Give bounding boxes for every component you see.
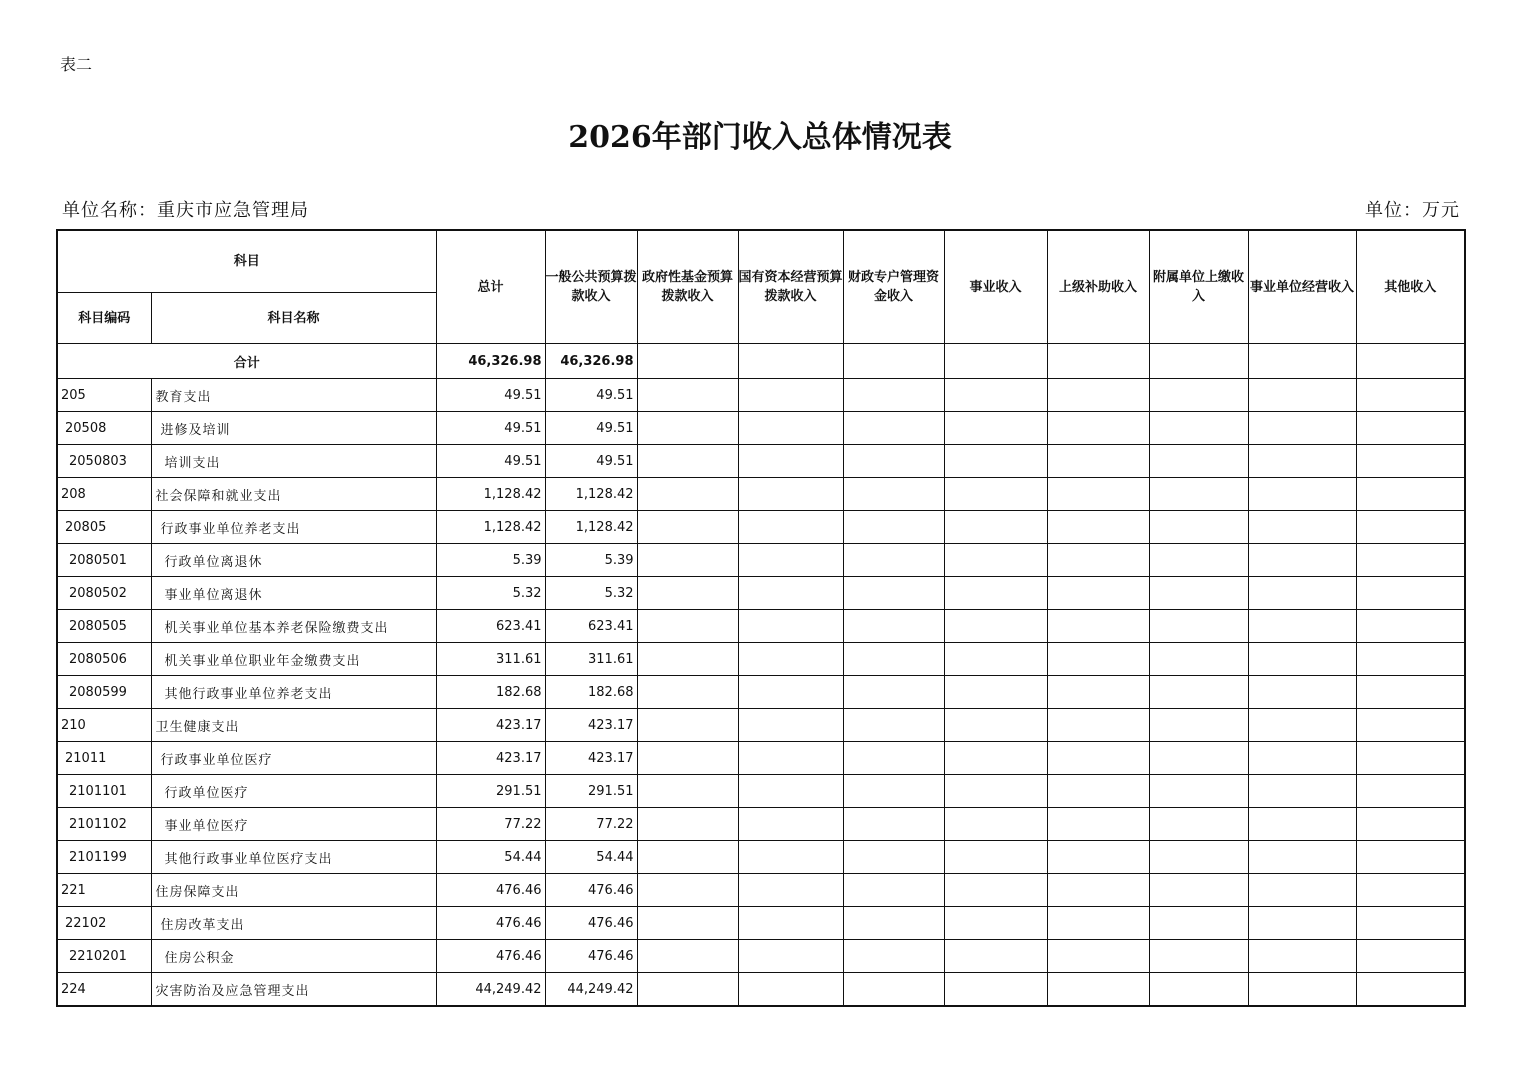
total-cell: 1,128.42	[436, 478, 545, 511]
empty-cell	[1149, 808, 1248, 841]
empty-cell	[1047, 511, 1149, 544]
table-row	[57, 544, 1465, 577]
empty-cell	[1356, 412, 1465, 445]
empty-cell	[1248, 808, 1356, 841]
header-gov-fund: 政府性基金预算拨款收入	[637, 230, 738, 344]
empty-cell	[944, 445, 1047, 478]
empty-cell	[1047, 907, 1149, 940]
table-row	[57, 577, 1465, 610]
empty-cell	[843, 445, 944, 478]
empty-cell	[637, 344, 738, 379]
empty-cell	[843, 874, 944, 907]
empty-cell	[1248, 676, 1356, 709]
empty-cell	[1149, 544, 1248, 577]
currency-unit-label: 单位：万元	[1365, 200, 1460, 221]
table-row	[57, 610, 1465, 643]
empty-cell	[843, 841, 944, 874]
empty-cell	[1047, 577, 1149, 610]
subject-name-cell: 其他行政事业单位养老支出	[151, 676, 436, 709]
empty-cell	[944, 379, 1047, 412]
empty-cell	[1356, 907, 1465, 940]
total-cell: 476.46	[436, 940, 545, 973]
subject-name-cell: 行政事业单位养老支出	[151, 511, 436, 544]
empty-cell	[1149, 841, 1248, 874]
subject-code-cell: 221	[57, 874, 151, 907]
empty-cell	[1356, 709, 1465, 742]
empty-cell	[843, 709, 944, 742]
empty-cell	[637, 511, 738, 544]
header-operating-income: 事业单位经营收入	[1248, 230, 1356, 344]
subject-name-cell: 事业单位医疗	[151, 808, 436, 841]
income-table	[56, 229, 1466, 1007]
subject-code-cell: 22102	[57, 907, 151, 940]
empty-cell	[1248, 709, 1356, 742]
empty-cell	[1248, 841, 1356, 874]
empty-cell	[944, 412, 1047, 445]
total-cell: 5.39	[436, 544, 545, 577]
empty-cell	[843, 907, 944, 940]
subject-name-cell: 住房保障支出	[151, 874, 436, 907]
empty-cell	[637, 973, 738, 1007]
empty-cell	[637, 742, 738, 775]
total-cell: 49.51	[436, 412, 545, 445]
subject-code-cell: 224	[57, 973, 151, 1007]
general-budget-cell: 54.44	[545, 841, 637, 874]
empty-cell	[944, 676, 1047, 709]
empty-cell	[738, 775, 843, 808]
empty-cell	[1149, 344, 1248, 379]
empty-cell	[1047, 643, 1149, 676]
empty-cell	[738, 412, 843, 445]
empty-cell	[1047, 841, 1149, 874]
total-cell: 311.61	[436, 643, 545, 676]
empty-cell	[637, 841, 738, 874]
empty-cell	[944, 907, 1047, 940]
empty-cell	[738, 907, 843, 940]
empty-cell	[1248, 643, 1356, 676]
table-row	[57, 676, 1465, 709]
header-subject: 科目	[57, 230, 436, 293]
total-label: 合计	[57, 344, 436, 379]
empty-cell	[738, 874, 843, 907]
subject-code-cell: 20508	[57, 412, 151, 445]
subject-code-cell: 210	[57, 709, 151, 742]
total-cell: 49.51	[436, 379, 545, 412]
total-cell-total: 46,326.98	[436, 344, 545, 379]
total-cell: 77.22	[436, 808, 545, 841]
empty-cell	[1047, 742, 1149, 775]
empty-cell	[1248, 610, 1356, 643]
empty-cell	[1248, 973, 1356, 1007]
empty-cell	[738, 610, 843, 643]
table-row	[57, 775, 1465, 808]
empty-cell	[944, 610, 1047, 643]
empty-cell	[738, 511, 843, 544]
empty-cell	[1149, 676, 1248, 709]
general-budget-cell: 423.17	[545, 742, 637, 775]
empty-cell	[1149, 940, 1248, 973]
subject-name-cell: 机关事业单位基本养老保险缴费支出	[151, 610, 436, 643]
empty-cell	[1356, 742, 1465, 775]
empty-cell	[1149, 742, 1248, 775]
empty-cell	[843, 544, 944, 577]
empty-cell	[1047, 709, 1149, 742]
total-cell: 49.51	[436, 445, 545, 478]
general-budget-cell: 44,249.42	[545, 973, 637, 1007]
general-budget-cell: 311.61	[545, 643, 637, 676]
subject-name-cell: 住房改革支出	[151, 907, 436, 940]
empty-cell	[637, 709, 738, 742]
empty-cell	[1356, 676, 1465, 709]
general-budget-cell: 423.17	[545, 709, 637, 742]
empty-cell	[843, 643, 944, 676]
empty-cell	[637, 478, 738, 511]
general-budget-cell: 49.51	[545, 445, 637, 478]
empty-cell	[1149, 874, 1248, 907]
total-cell: 44,249.42	[436, 973, 545, 1007]
empty-cell	[1149, 775, 1248, 808]
empty-cell	[1149, 412, 1248, 445]
subject-name-cell: 培训支出	[151, 445, 436, 478]
subject-code-cell: 20805	[57, 511, 151, 544]
empty-cell	[1149, 709, 1248, 742]
subject-code-cell: 2210201	[57, 940, 151, 973]
subject-code-cell: 2050803	[57, 445, 151, 478]
empty-cell	[1356, 610, 1465, 643]
empty-cell	[738, 478, 843, 511]
general-budget-cell: 476.46	[545, 874, 637, 907]
general-budget-cell: 77.22	[545, 808, 637, 841]
general-budget-cell: 182.68	[545, 676, 637, 709]
general-budget-cell: 476.46	[545, 940, 637, 973]
empty-cell	[944, 478, 1047, 511]
empty-cell	[637, 775, 738, 808]
header-other-income: 其他收入	[1356, 230, 1465, 344]
empty-cell	[1047, 775, 1149, 808]
empty-cell	[944, 709, 1047, 742]
empty-cell	[1248, 577, 1356, 610]
subject-name-cell: 住房公积金	[151, 940, 436, 973]
empty-cell	[1248, 775, 1356, 808]
empty-cell	[637, 676, 738, 709]
empty-cell	[843, 412, 944, 445]
subject-name-cell: 社会保障和就业支出	[151, 478, 436, 511]
empty-cell	[843, 379, 944, 412]
empty-cell	[1248, 478, 1356, 511]
empty-cell	[843, 511, 944, 544]
table-row	[57, 742, 1465, 775]
total-cell-general-budget: 46,326.98	[545, 344, 637, 379]
subject-code-cell: 205	[57, 379, 151, 412]
header-general-budget: 一般公共预算拨款收入	[545, 230, 637, 344]
empty-cell	[1047, 874, 1149, 907]
subject-name-cell: 行政单位医疗	[151, 775, 436, 808]
empty-cell	[1149, 478, 1248, 511]
empty-cell	[944, 775, 1047, 808]
empty-cell	[1356, 511, 1465, 544]
total-cell: 5.32	[436, 577, 545, 610]
total-cell: 54.44	[436, 841, 545, 874]
empty-cell	[944, 544, 1047, 577]
subject-name-cell: 其他行政事业单位医疗支出	[151, 841, 436, 874]
total-cell: 476.46	[436, 874, 545, 907]
header-superior-subsidy: 上级补助收入	[1047, 230, 1149, 344]
empty-cell	[637, 874, 738, 907]
empty-cell	[1356, 379, 1465, 412]
subject-name-cell: 教育支出	[151, 379, 436, 412]
subject-code-cell: 208	[57, 478, 151, 511]
empty-cell	[1248, 742, 1356, 775]
empty-cell	[1356, 445, 1465, 478]
empty-cell	[738, 379, 843, 412]
total-row	[57, 344, 1465, 379]
empty-cell	[1047, 940, 1149, 973]
empty-cell	[1047, 973, 1149, 1007]
empty-cell	[637, 643, 738, 676]
empty-cell	[738, 344, 843, 379]
subject-name-cell: 机关事业单位职业年金缴费支出	[151, 643, 436, 676]
empty-cell	[637, 940, 738, 973]
empty-cell	[738, 643, 843, 676]
empty-cell	[637, 412, 738, 445]
empty-cell	[738, 577, 843, 610]
empty-cell	[843, 577, 944, 610]
empty-cell	[1356, 544, 1465, 577]
empty-cell	[1047, 412, 1149, 445]
subject-code-cell: 2101199	[57, 841, 151, 874]
subject-name-cell: 灾害防治及应急管理支出	[151, 973, 436, 1007]
empty-cell	[1356, 775, 1465, 808]
subject-name-cell: 事业单位离退休	[151, 577, 436, 610]
empty-cell	[1356, 841, 1465, 874]
total-cell: 423.17	[436, 742, 545, 775]
empty-cell	[843, 676, 944, 709]
empty-cell	[738, 676, 843, 709]
empty-cell	[738, 940, 843, 973]
table-row	[57, 907, 1465, 940]
empty-cell	[1149, 511, 1248, 544]
empty-cell	[1047, 676, 1149, 709]
empty-cell	[637, 544, 738, 577]
empty-cell	[1248, 412, 1356, 445]
table-row	[57, 445, 1465, 478]
empty-cell	[1149, 907, 1248, 940]
header-special-account: 财政专户管理资金收入	[843, 230, 944, 344]
subject-code-cell: 2080502	[57, 577, 151, 610]
subject-code-cell: 2080599	[57, 676, 151, 709]
empty-cell	[637, 610, 738, 643]
total-cell: 1,128.42	[436, 511, 545, 544]
empty-cell	[738, 973, 843, 1007]
empty-cell	[1047, 445, 1149, 478]
general-budget-cell: 1,128.42	[545, 511, 637, 544]
general-budget-cell: 5.32	[545, 577, 637, 610]
table-row	[57, 808, 1465, 841]
subject-code-cell: 2101102	[57, 808, 151, 841]
empty-cell	[843, 344, 944, 379]
empty-cell	[1356, 344, 1465, 379]
empty-cell	[843, 742, 944, 775]
subject-name-cell: 行政单位离退休	[151, 544, 436, 577]
subject-name-cell: 行政事业单位医疗	[151, 742, 436, 775]
empty-cell	[1047, 478, 1149, 511]
table-row	[57, 643, 1465, 676]
empty-cell	[1047, 379, 1149, 412]
total-cell: 623.41	[436, 610, 545, 643]
empty-cell	[1356, 874, 1465, 907]
empty-cell	[738, 841, 843, 874]
general-budget-cell: 49.51	[545, 379, 637, 412]
empty-cell	[1248, 544, 1356, 577]
unit-name-label: 单位名称：重庆市应急管理局	[62, 200, 309, 221]
empty-cell	[944, 511, 1047, 544]
table-row	[57, 478, 1465, 511]
empty-cell	[738, 544, 843, 577]
table-row	[57, 511, 1465, 544]
total-cell: 182.68	[436, 676, 545, 709]
empty-cell	[1356, 478, 1465, 511]
empty-cell	[1248, 379, 1356, 412]
empty-cell	[1248, 511, 1356, 544]
empty-cell	[1047, 344, 1149, 379]
empty-cell	[1248, 344, 1356, 379]
empty-cell	[1149, 973, 1248, 1007]
page-title: 2026年部门收入总体情况表	[568, 120, 952, 155]
subject-name-cell: 进修及培训	[151, 412, 436, 445]
empty-cell	[1248, 907, 1356, 940]
empty-cell	[637, 577, 738, 610]
table-tag: 表二	[60, 55, 93, 74]
empty-cell	[1356, 973, 1465, 1007]
empty-cell	[1149, 445, 1248, 478]
table-row	[57, 940, 1465, 973]
empty-cell	[1248, 874, 1356, 907]
empty-cell	[738, 709, 843, 742]
general-budget-cell: 291.51	[545, 775, 637, 808]
total-cell: 291.51	[436, 775, 545, 808]
general-budget-cell: 49.51	[545, 412, 637, 445]
header-business-income: 事业收入	[944, 230, 1047, 344]
subject-code-cell: 2080505	[57, 610, 151, 643]
table-row	[57, 709, 1465, 742]
header-affiliated-payment: 附属单位上缴收入	[1149, 230, 1248, 344]
empty-cell	[1356, 940, 1465, 973]
table-row	[57, 973, 1465, 1007]
empty-cell	[1248, 940, 1356, 973]
header-subject-name: 科目名称	[151, 293, 436, 344]
empty-cell	[944, 841, 1047, 874]
empty-cell	[1149, 610, 1248, 643]
empty-cell	[843, 610, 944, 643]
total-cell: 476.46	[436, 907, 545, 940]
empty-cell	[738, 742, 843, 775]
empty-cell	[1047, 544, 1149, 577]
empty-cell	[738, 808, 843, 841]
empty-cell	[944, 940, 1047, 973]
empty-cell	[843, 940, 944, 973]
subject-code-cell: 2080501	[57, 544, 151, 577]
empty-cell	[1149, 379, 1248, 412]
empty-cell	[1356, 643, 1465, 676]
empty-cell	[843, 973, 944, 1007]
general-budget-cell: 623.41	[545, 610, 637, 643]
empty-cell	[944, 643, 1047, 676]
empty-cell	[843, 808, 944, 841]
general-budget-cell: 5.39	[545, 544, 637, 577]
empty-cell	[637, 379, 738, 412]
empty-cell	[944, 973, 1047, 1007]
table-row	[57, 874, 1465, 907]
empty-cell	[1248, 445, 1356, 478]
subject-code-cell: 21011	[57, 742, 151, 775]
header-state-capital: 国有资本经营预算拨款收入	[738, 230, 843, 344]
empty-cell	[637, 808, 738, 841]
general-budget-cell: 476.46	[545, 907, 637, 940]
empty-cell	[1356, 577, 1465, 610]
subject-code-cell: 2080506	[57, 643, 151, 676]
empty-cell	[1047, 610, 1149, 643]
total-cell: 423.17	[436, 709, 545, 742]
general-budget-cell: 1,128.42	[545, 478, 637, 511]
empty-cell	[843, 775, 944, 808]
empty-cell	[1149, 643, 1248, 676]
empty-cell	[944, 742, 1047, 775]
empty-cell	[944, 344, 1047, 379]
table-row	[57, 412, 1465, 445]
subject-name-cell: 卫生健康支出	[151, 709, 436, 742]
empty-cell	[637, 445, 738, 478]
empty-cell	[637, 907, 738, 940]
header-subject-code: 科目编码	[57, 293, 151, 344]
empty-cell	[944, 874, 1047, 907]
empty-cell	[1356, 808, 1465, 841]
header-total: 总计	[436, 230, 545, 344]
subject-code-cell: 2101101	[57, 775, 151, 808]
empty-cell	[944, 808, 1047, 841]
table-row	[57, 379, 1465, 412]
empty-cell	[1149, 577, 1248, 610]
empty-cell	[944, 577, 1047, 610]
empty-cell	[738, 445, 843, 478]
empty-cell	[843, 478, 944, 511]
empty-cell	[1047, 808, 1149, 841]
table-row	[57, 841, 1465, 874]
